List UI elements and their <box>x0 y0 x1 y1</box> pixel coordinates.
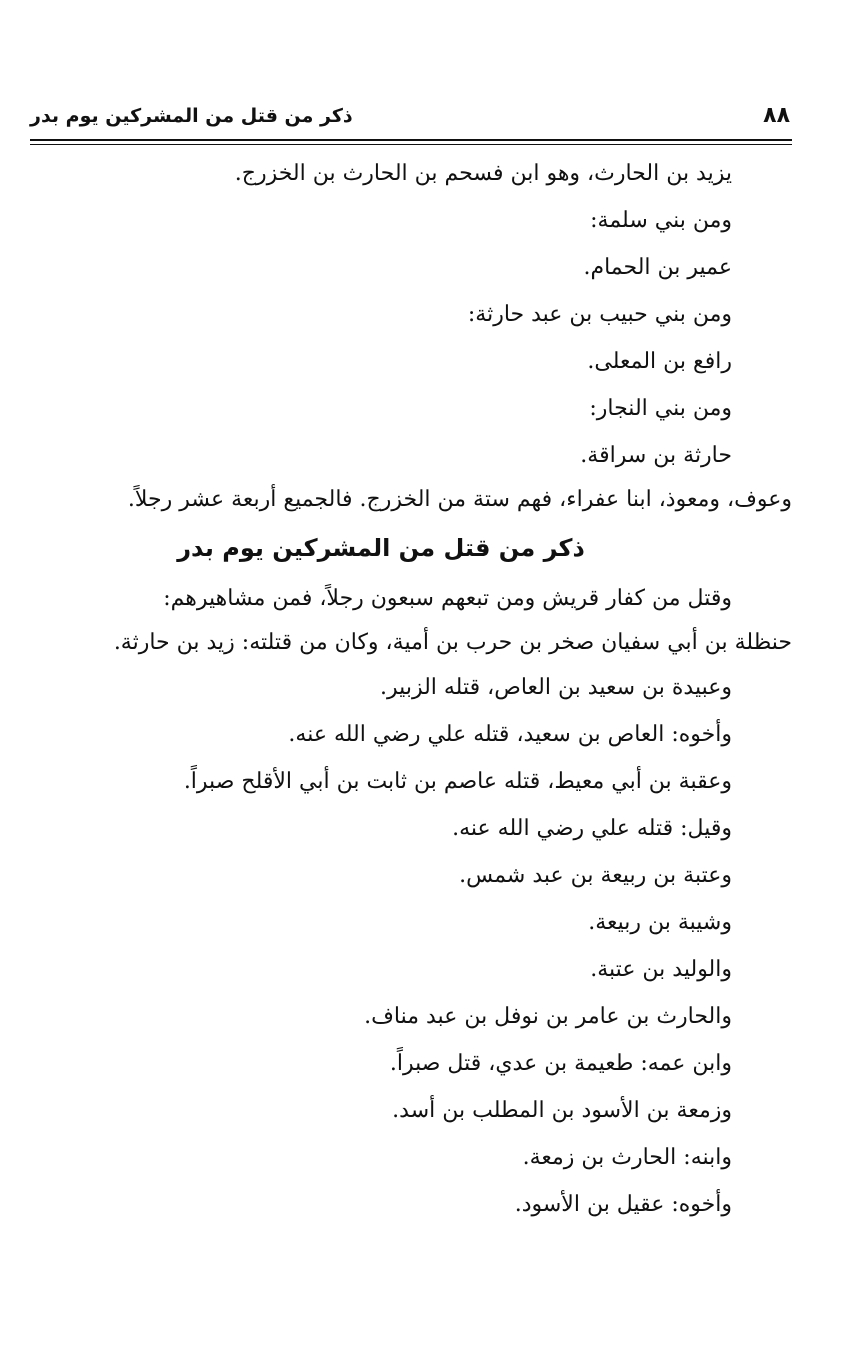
running-title: ذكر من قتل من المشركين يوم بدر <box>30 105 353 127</box>
text-line: وزمعة بن الأسود بن المطلب بن أسد. <box>392 1098 732 1123</box>
text-line: ومن بني سلمة: <box>590 208 732 233</box>
text-line: حارثة بن سراقة. <box>580 443 732 468</box>
text-line: وقتل من كفار قريش ومن تبعهم سبعون رجلاً، فمن مشاهيرهم: <box>163 586 732 611</box>
text-line: وعبيدة بن سعيد بن العاص، قتله الزبير. <box>380 675 732 700</box>
text-line: وابن عمه: طعيمة بن عدي، قتل صبراً. <box>389 1051 732 1076</box>
section-heading: ذكر من قتل من المشركين يوم بدر <box>177 534 585 562</box>
text-line: والوليد بن عتبة. <box>590 957 732 982</box>
text-paragraph: وعوف، ومعوذ، ابنا عفراء، فهم ستة من الخزرج. فالجميع أربعة عشر رجلاً. <box>127 487 792 512</box>
text-line: وأخوه: العاص بن سعيد، قتله علي رضي الله عنه. <box>288 722 732 747</box>
text-line: وعتبة بن ربيعة بن عبد شمس. <box>459 863 732 888</box>
page-header <box>30 103 790 133</box>
text-line: وقيل: قتله علي رضي الله عنه. <box>452 816 732 841</box>
body-text <box>30 150 792 1228</box>
text-line: رافع بن المعلى. <box>587 349 732 374</box>
text-line: وابنه: الحارث بن زمعة. <box>522 1145 732 1170</box>
text-line: وشيبة بن ربيعة. <box>588 910 732 935</box>
text-line: ومن بني حبيب بن عبد حارثة: <box>467 302 732 327</box>
page-number: ٨٨ <box>763 103 790 128</box>
text-line: وأخوه: عقيل بن الأسود. <box>514 1192 732 1217</box>
text-line: عمير بن الحمام. <box>583 255 732 280</box>
text-line: ومن بني النجار: <box>589 396 732 421</box>
header-rule-thick <box>30 139 792 141</box>
text-line: والحارث بن عامر بن نوفل بن عبد مناف. <box>364 1004 732 1029</box>
header-rule-thin <box>30 144 792 145</box>
text-line: يزيد بن الحارث، وهو ابن فسحم بن الحارث بن الخزرج. <box>234 161 732 186</box>
text-paragraph: حنظلة بن أبي سفيان صخر بن حرب بن أمية، وكان من قتلته: زيد بن حارثة. <box>113 630 792 655</box>
text-line: وعقبة بن أبي معيط، قتله عاصم بن ثابت بن أبي الأقلح صبراً. <box>183 769 732 794</box>
